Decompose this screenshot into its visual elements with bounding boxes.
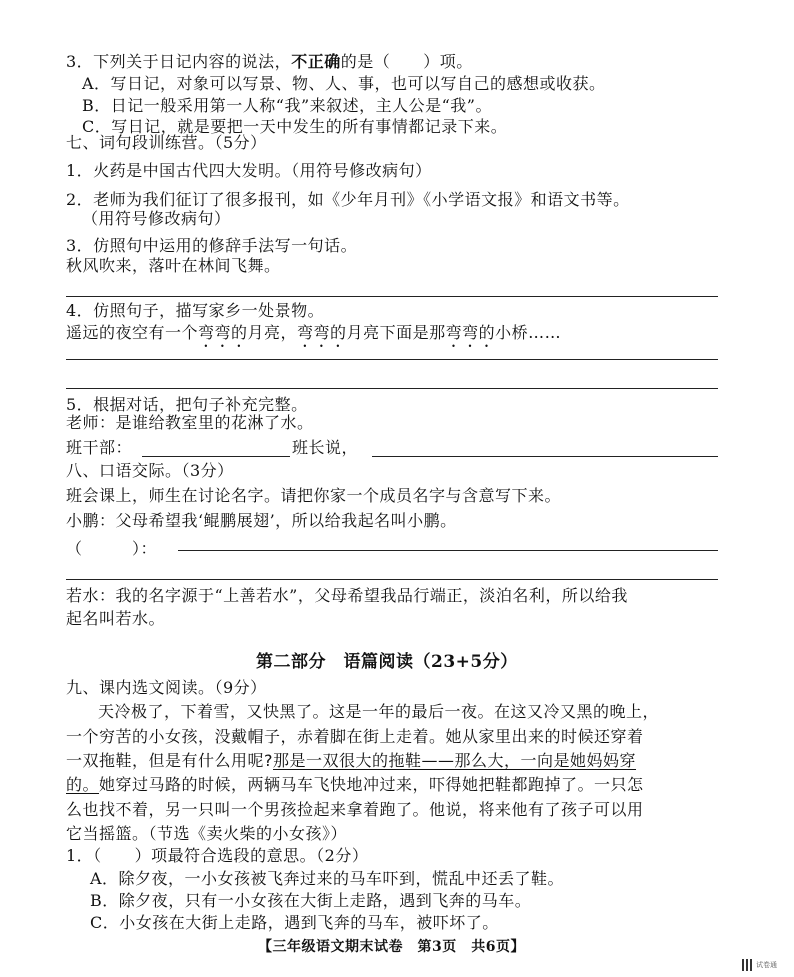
s9-option-a: A．除夕夜，一小女孩被飞奔过来的马车吓到，慌乱中还丢了鞋。 xyxy=(90,869,565,888)
s8-xiaopeng: 小鹏：父母希望我‘鲲鹏展翅’，所以给我起名叫小鹏。 xyxy=(66,511,457,530)
example-text: 小桥…… xyxy=(495,323,562,342)
s7-item-4-example xyxy=(66,323,561,351)
q3-option-a: A．写日记，对象可以写景、物、人、事，也可以写自己的感想或收获。 xyxy=(82,74,606,93)
watermark-text: 试卷通 xyxy=(756,961,777,969)
answer-line[interactable] xyxy=(66,296,718,297)
example-text: 月亮， xyxy=(247,323,298,342)
passage-text: 她穿过马路的时候，两辆马车飞快地冲过来，吓得她把鞋都跑掉了。一只怎 xyxy=(99,775,644,794)
dotted-word: 弯弯的 xyxy=(198,323,248,342)
q3-stem xyxy=(66,52,473,72)
s9-question-1: 1．（ ）项最符合选段的意思。（2分） xyxy=(66,846,369,865)
answer-blank[interactable] xyxy=(372,456,718,457)
s7-item-2-note: （用符号修改病句） xyxy=(82,209,231,228)
s7-item-5-monitor-says: 班长说， xyxy=(292,438,359,457)
part-2-title: 第二部分 语篇阅读（23+5分） xyxy=(256,652,518,672)
s7-item-5-teacher: 老师：是谁给教室里的花淋了水。 xyxy=(66,413,314,432)
example-text: 遥远的夜空有一个 xyxy=(66,323,199,342)
passage-line: 么也找不着，另一只叫一个男孩捡起来拿着跑了。他说，将来他有了孩子可以用 xyxy=(66,800,644,819)
watermark-logo xyxy=(742,958,790,972)
answer-line[interactable] xyxy=(66,579,718,580)
s7-item-3: 3．仿照句中运用的修辞手法写一句话。 xyxy=(66,236,358,255)
passage-source: 它当摇篮。（节选《卖火柴的小女孩》） xyxy=(66,824,348,843)
s7-item-2: 2．老师为我们征订了很多报刊，如《少年月刊》《小学语文报》和语文书等。 xyxy=(66,190,630,209)
section-8-title: 八、口语交际。（3分） xyxy=(66,461,234,480)
example-text: 月亮下面是那 xyxy=(346,323,446,342)
s9-option-c: C．小女孩在大街上走路，遇到飞奔的马车，被吓坏了。 xyxy=(90,913,499,932)
s8-intro: 班会课上，师生在讨论名字。请把你家一个成员名字与含意写下来。 xyxy=(66,486,562,505)
s7-item-4: 4．仿照句子，描写家乡一处景物。 xyxy=(66,301,325,320)
page-footer: 【三年级语文期末试卷 第3页 共6页】 xyxy=(258,939,525,955)
passage-line xyxy=(66,775,644,795)
s8-name-blank: （ ）： xyxy=(66,539,158,558)
section-7-title: 七、词句段训练营。（5分） xyxy=(66,133,267,152)
passage-text: 一双拖鞋，但是有什么用呢? xyxy=(66,751,273,770)
s8-ruoshui-1: 若水：我的名字源于“上善若水”，父母希望我品行端正，淡泊名利，所以给我 xyxy=(66,586,628,605)
underlined-sentence: 的。 xyxy=(66,775,100,794)
passage-line xyxy=(66,751,636,771)
dotted-word: 弯弯的 xyxy=(297,323,347,342)
s9-option-b: B．除夕夜，只有一小女孩在大街上走路，遇到飞奔的马车。 xyxy=(90,891,532,910)
qr-code-icon xyxy=(742,959,754,971)
q3-option-c: C．写日记，就是要把一天中发生的所有事情都记录下来。 xyxy=(82,117,508,136)
q3-stem-emphasis: 不正确 xyxy=(291,52,341,71)
s8-ruoshui-2: 起名叫若水。 xyxy=(66,609,166,628)
underlined-sentence: 那是一双很大的拖鞋——那么大，一向是她妈妈穿 xyxy=(273,751,637,770)
section-9-title: 九、课内选文阅读。（9分） xyxy=(66,678,267,697)
s7-item-3-example: 秋风吹来，落叶在林间飞舞。 xyxy=(66,256,281,275)
passage-line: 天冷极了，下着雪，又快黑了。这是一年的最后一夜。在这又冷又黑的晚上， xyxy=(98,702,660,721)
q3-option-b: B．日记一般采用第一人称“我”来叙述，主人公是“我”。 xyxy=(82,96,492,115)
q3-stem-text: 3．下列关于日记内容的说法， xyxy=(66,52,292,71)
q3-stem-tail: 的是（ ）项。 xyxy=(340,52,473,71)
dotted-word: 弯弯的 xyxy=(445,323,496,342)
s7-item-1: 1．火药是中国古代四大发明。（用符号修改病句） xyxy=(66,161,432,180)
answer-line[interactable] xyxy=(66,359,718,360)
s7-item-5-monitor-label: 班干部： xyxy=(66,438,133,457)
s7-item-5: 5．根据对话，把句子补充完整。 xyxy=(66,395,308,414)
passage-line: 一个穷苦的小女孩，没戴帽子，赤着脚在街上走着。她从家里出来的时候还穿着 xyxy=(66,727,644,746)
answer-line[interactable] xyxy=(66,388,718,389)
answer-line[interactable] xyxy=(178,550,718,551)
answer-blank[interactable] xyxy=(142,456,290,457)
